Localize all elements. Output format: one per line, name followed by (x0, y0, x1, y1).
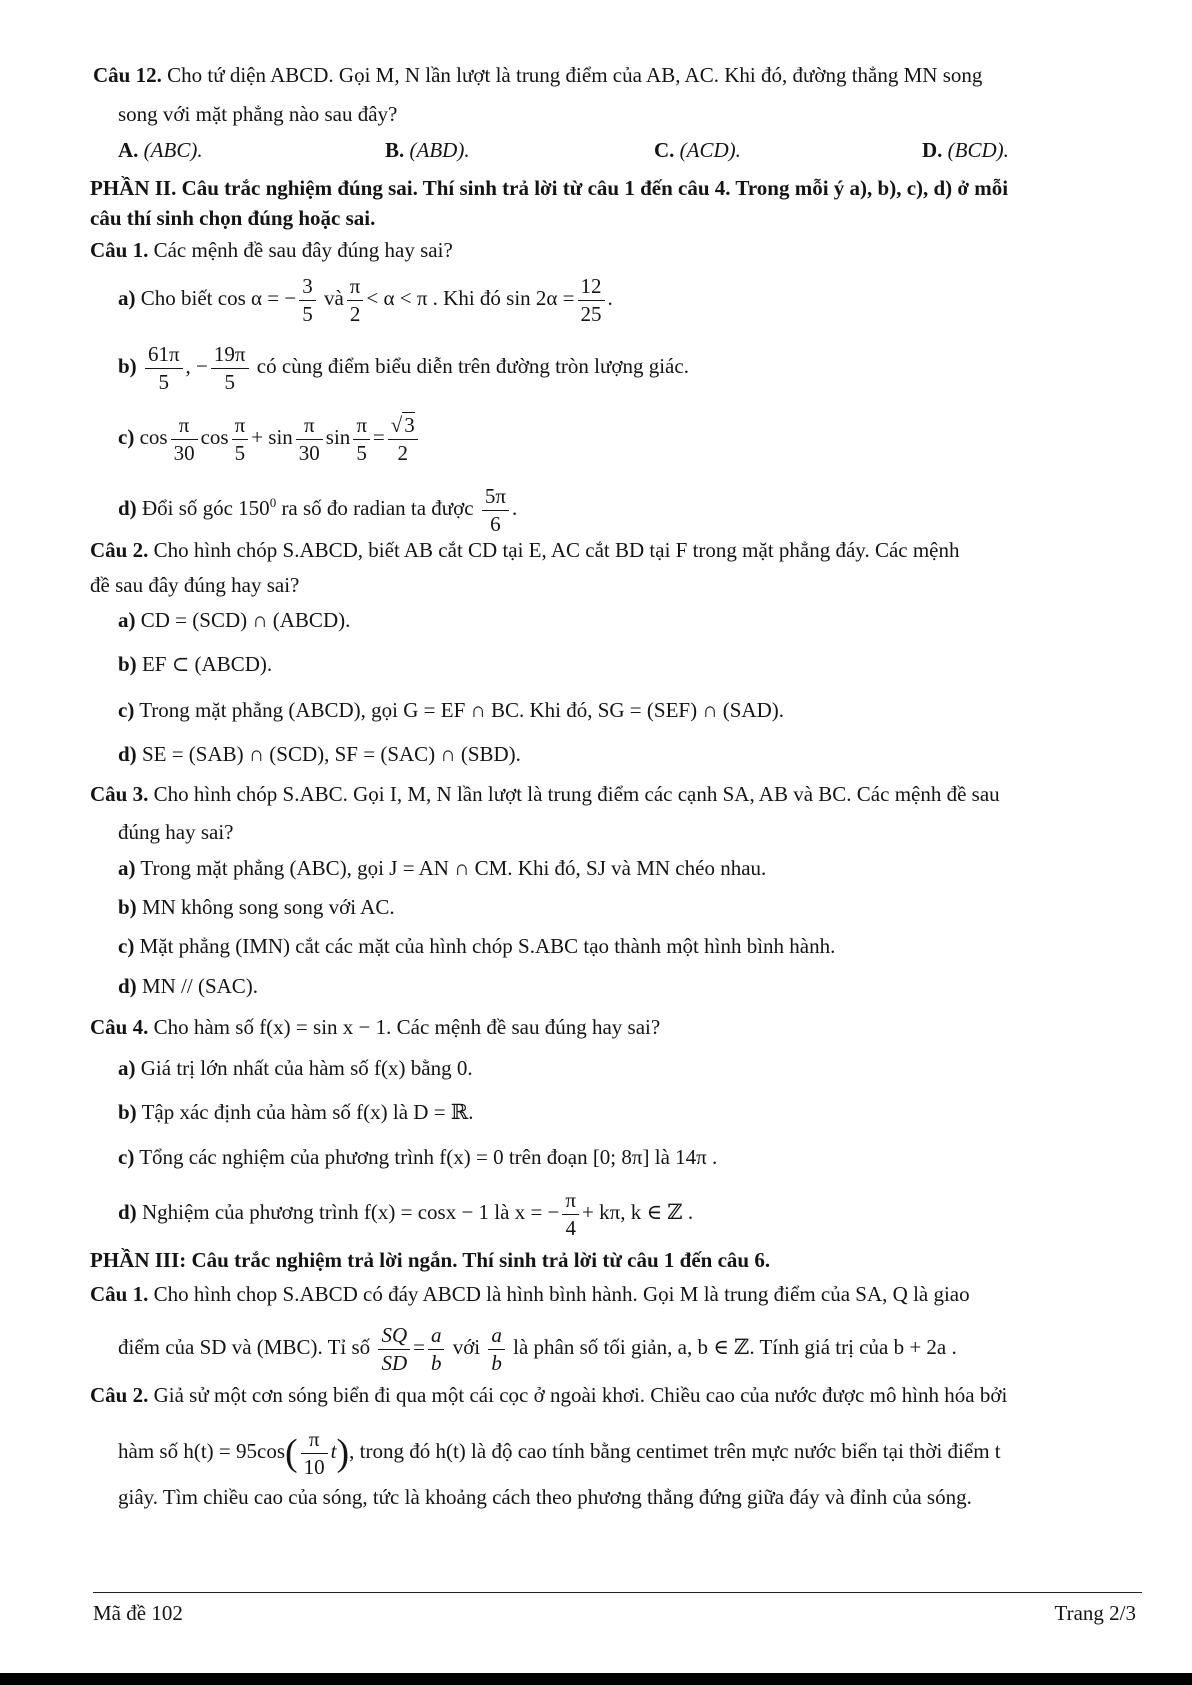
fraction: $\frac{\pi}{5}$ (232, 415, 249, 464)
p2q3-b: b) MN không song song với AC. (118, 895, 395, 919)
footer-page-number: Trang 2/3 (1054, 1601, 1136, 1625)
p2q2-b: b) EF ⊂ (ABCD). (118, 652, 273, 676)
text: và (323, 286, 344, 310)
item-label: b) (118, 354, 137, 378)
p2q4-c: c) Tổng các nghiệm của phương trình f(x) = 0 trên đoạn [0; 8π] là 14π . (118, 1145, 718, 1169)
fraction: $\frac{\pi}{4}$ (562, 1190, 579, 1239)
text: Cho biết cos α = − (140, 286, 297, 310)
p2q2-c: c) Trong mặt phẳng (ABCD), gọi G = EF ∩ BC. Khi đó, SG = (SEF) ∩ (SAD). (118, 698, 784, 722)
p2q3-line1: Câu 3. Cho hình chóp S.ABC. Gọi I, M, N lần lượt là trung điểm các cạnh SA, AB và BC. Các mệnh đề sau (90, 782, 1000, 806)
fraction: $\frac{\pi}{10}$ (301, 1429, 328, 1478)
p3q2-line2: hàm số h(t) = 95cos( $\frac{\pi}{10}$ t), trong đó h(t) là độ cao tính bằng centimet trên mực nước biển tại thời điểm t (118, 1426, 1001, 1479)
p2q1-c: c) cos $\frac{\pi}{30}$ cos $\frac{\pi}{5}$ + sin $\frac{\pi}{30}$ sin $\frac{\pi}{5}$ = $\frac{√3}{2}$ (118, 405, 421, 469)
p2q4-d: d) Nghiệm của phương trình f(x) = cosx − 1 là x = − $\frac{\pi}{4}$ + kπ, k ∈ ℤ . (118, 1187, 694, 1240)
text: Cho hình chóp S.ABCD, biết AB cắt CD tại E, AC cắt BD tại F trong mặt phẳng đáy. Các mệnh (153, 538, 960, 562)
text: có cùng điểm biểu diễn trên đường tròn lượng giác. (256, 354, 689, 378)
q12-text1: Cho tứ diện ABCD. Gọi M, N lần lượt là trung điểm của AB, AC. Khi đó, đường thẳng MN song (167, 63, 983, 87)
q12-option-c (654, 137, 741, 163)
fraction: $\frac{12}{25}$ (578, 276, 605, 325)
q12-line1 (93, 62, 982, 88)
footer-exam-code: Mã đề 102 (93, 1601, 183, 1625)
p2q2-text2: đề sau đây đúng hay sai? (90, 573, 300, 597)
q12-option-b (385, 137, 470, 163)
item-label: a) (118, 286, 136, 310)
option-label: C. (654, 138, 675, 162)
scan-border (0, 1673, 1192, 1685)
p3q2-text3: giây. Tìm chiều cao của sóng, tức là khoảng cách theo phương thẳng đứng giữa đáy và đỉnh của sóng. (118, 1485, 972, 1509)
option-value: (BCD). (947, 138, 1009, 162)
part3-heading: PHẦN III: Câu trắc nghiệm trả lời ngắn. Thí sinh trả lời từ câu 1 đến câu 6. (90, 1248, 771, 1272)
option-value: (ABC). (143, 138, 203, 162)
option-value: (ACD). (679, 138, 741, 162)
option-label: A. (118, 138, 139, 162)
fraction: $\frac{19\pi}{5}$ (211, 344, 249, 393)
q12-option-a (118, 137, 203, 163)
p2q2-a: a) CD = (SCD) ∩ (ABCD). (118, 608, 351, 632)
q12-text2: song với mặt phẳng nào sau đây? (118, 102, 398, 126)
p2q4-label: Câu 4. (90, 1015, 149, 1039)
p2q1-d: d) Đổi số góc $150^0$ ra số đo radian ta được $\frac{5\pi}{6}$ . (118, 483, 518, 536)
p3q1-label: Câu 1. (90, 1282, 149, 1306)
fraction: $\frac{a}{b}$ (428, 1325, 445, 1374)
fraction: $\frac{a}{b}$ (488, 1325, 505, 1374)
p2q3-label: Câu 3. (90, 782, 149, 806)
p2q3-a: a) Trong mặt phẳng (ABC), gọi J = AN ∩ CM. Khi đó, SJ và MN chéo nhau. (118, 856, 767, 880)
p2q2-label: Câu 2. (90, 538, 149, 562)
p2q4-a: a) Giá trị lớn nhất của hàm số f(x) bằng 0. (118, 1056, 473, 1080)
p2q1-text: Các mệnh đề sau đây đúng hay sai? (153, 238, 453, 262)
p3q1-line2: điểm của SD và (MBC). Tỉ số $\frac{SQ}{SD}$ = $\frac{a}{b}$ với $\frac{a}{b}$ là phân số tối giản, a, b ∈ ℤ. Tính giá trị của b + 2a . (118, 1322, 957, 1375)
p2q4-line1: Câu 4. Cho hàm số f(x) = sin x − 1. Các mệnh đề sau đúng hay sai? (90, 1015, 661, 1039)
fraction: $\frac{√3}{2}$ (388, 415, 418, 464)
footer-divider (93, 1592, 1142, 1593)
fraction: $\frac{\pi}{5}$ (353, 415, 370, 464)
fraction: $\frac{61\pi}{5}$ (145, 344, 183, 393)
p2q4-b: b) Tập xác định của hàm số f(x) là D = ℝ. (118, 1100, 474, 1124)
option-label: D. (922, 138, 943, 162)
p2q2-line1 (90, 537, 960, 563)
p2q1-b (118, 334, 689, 398)
p2q3-c: c) Mặt phẳng (IMN) cắt các mặt của hình chóp S.ABC tạo thành một hình bình hành. (118, 934, 836, 958)
text: < α < π . Khi đó sin 2α = (366, 286, 575, 310)
option-label: B. (385, 138, 405, 162)
fraction: $\frac{\pi}{2}$ (347, 276, 364, 325)
p2q1-line (90, 237, 453, 263)
p3q1-line1: Câu 1. Cho hình chop S.ABCD có đáy ABCD là hình bình hành. Gọi M là trung điểm của SA, Q là giao (90, 1282, 970, 1306)
fraction: $\frac{5\pi}{6}$ (482, 486, 509, 535)
p2q2-d: d) SE = (SAB) ∩ (SCD), SF = (SAC) ∩ (SBD). (118, 742, 521, 766)
item-label: d) (118, 496, 137, 520)
part2-heading-line1: PHẦN II. Câu trắc nghiệm đúng sai. Thí sinh trả lời từ câu 1 đến câu 4. Trong mỗi ý a), b), c), d) ở mỗi (90, 176, 1009, 200)
q12-option-d (922, 137, 1009, 163)
fraction: $\frac{\pi}{30}$ (296, 415, 323, 464)
p2q1-a: a) Cho biết cos α = − $\frac{3}{5}$ và $\frac{\pi}{2}$ < α < π . Khi đó sin 2α = $\frac{12}{25}$ . (118, 273, 613, 326)
part2-heading-line2: câu thí sinh chọn đúng hoặc sai. (90, 206, 376, 230)
text: , − (185, 354, 208, 378)
p2q1-label: Câu 1. (90, 238, 149, 262)
p2q3-d: d) MN // (SAC). (118, 974, 259, 998)
item-label: c) (118, 425, 135, 449)
p2q3-text2: đúng hay sai? (118, 820, 234, 844)
option-value: (ABD). (409, 138, 470, 162)
fraction: $\frac{SQ}{SD}$ (378, 1325, 410, 1374)
fraction: $\frac{\pi}{30}$ (171, 415, 198, 464)
fraction: $\frac{3}{5}$ (299, 276, 316, 325)
q12-label: Câu 12. (93, 63, 162, 87)
p3q2-line1: Câu 2. Giả sử một cơn sóng biển đi qua một cái cọc ở ngoài khơi. Chiều cao của nước được mô hình hóa bởi (90, 1383, 1008, 1407)
p3q2-label: Câu 2. (90, 1383, 149, 1407)
